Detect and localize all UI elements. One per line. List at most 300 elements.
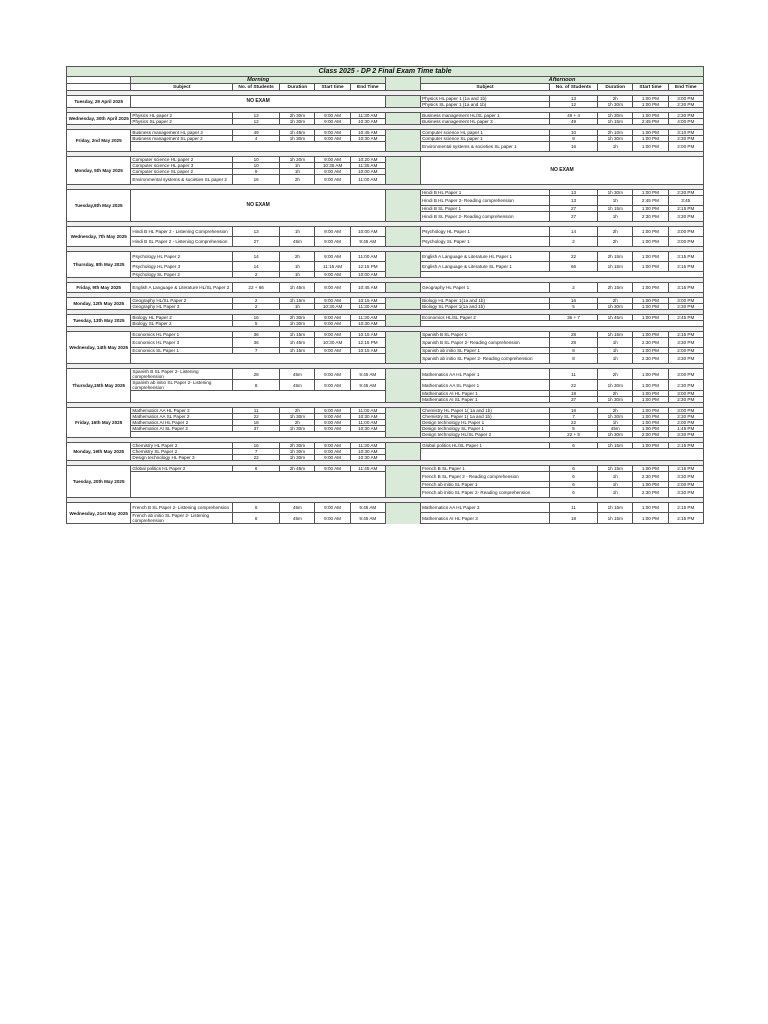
morning-subject: Chemistry SL Paper 2 — [131, 449, 233, 455]
afternoon-duration: 1h 15m — [598, 332, 633, 338]
afternoon-students: 8 — [549, 348, 597, 354]
session-divider — [385, 227, 420, 247]
afternoon-end: 3:00 PM — [668, 369, 703, 380]
afternoon-end: 2:00 PM — [668, 420, 703, 426]
morning-students: 22 — [233, 455, 280, 461]
afternoon-end: 2:30 PM — [668, 304, 703, 310]
morning-end: 10:30 AM — [350, 426, 385, 432]
morning-end: 11:00 AM — [350, 408, 385, 414]
morning-start: 9:00 AM — [315, 408, 350, 414]
header-afternoon-start: Start time — [633, 84, 668, 91]
afternoon-end: 2:30 PM — [668, 113, 703, 119]
exam-date: Wednesday, 14th May 2025 — [67, 332, 131, 364]
morning-duration: 1h 45m — [280, 130, 315, 136]
afternoon-subject: Computer science SL paper 1 — [421, 136, 550, 142]
morning-end: 10:45 AM — [350, 283, 385, 293]
morning-subject: Environmental systems & societies SL paper 2 — [131, 175, 233, 185]
afternoon-students: 18 — [549, 513, 597, 524]
afternoon-end: 3:00 PM — [668, 227, 703, 237]
morning-end: 10:20 AM — [350, 157, 385, 163]
morning-subject: Economics SL Paper 1 — [131, 348, 233, 354]
morning-students: 7 — [233, 449, 280, 455]
afternoon-end: 1:45 PM — [668, 426, 703, 432]
afternoon-subject: Environmental systems & societies SL paper 1 — [421, 142, 550, 152]
morning-end: 9:45 AM — [350, 369, 385, 380]
morning-empty — [131, 391, 386, 403]
morning-start: 9:00 AM — [315, 449, 350, 455]
afternoon-students: 8 — [549, 354, 597, 364]
afternoon-end: 3:10 PM — [668, 130, 703, 136]
afternoon-end: 2:00 PM — [668, 142, 703, 152]
morning-subject: Geography HL Paper 3 — [131, 304, 233, 310]
afternoon-subject: French B SL Paper 2 - Reading comprehension — [421, 472, 550, 482]
session-divider — [385, 96, 420, 108]
afternoon-end: 2:15 PM — [668, 466, 703, 472]
afternoon-end: 3:00 PM — [668, 237, 703, 247]
afternoon-duration: 1h 15m — [598, 119, 633, 125]
afternoon-students: 49 + 4 — [549, 113, 597, 119]
afternoon-end: 3:15 PM — [668, 283, 703, 293]
afternoon-students: 13 — [549, 96, 597, 102]
afternoon-students: 13 — [549, 196, 597, 206]
afternoon-subject: Hindi B HL Paper 2- Reading comprehension — [421, 196, 550, 206]
afternoon-end: 3:45 — [668, 196, 703, 206]
afternoon-students: 16 — [549, 142, 597, 152]
session-divider — [385, 77, 420, 84]
session-divider — [385, 283, 420, 293]
afternoon-end: 2:15 PM — [668, 443, 703, 449]
morning-end: 11:00 AM — [350, 175, 385, 185]
morning-duration: 1h 30m — [280, 449, 315, 455]
afternoon-end: 2:15 PM — [668, 262, 703, 272]
afternoon-subject: Design technology SL Paper 1 — [421, 426, 550, 432]
morning-subject: French ab initio SL Paper 2- Listening comprehension — [131, 513, 233, 524]
morning-duration: 1h — [280, 163, 315, 169]
exam-date: Wednesday, 7th May 2025 — [67, 227, 131, 247]
afternoon-start: 1:00 PM — [633, 304, 668, 310]
afternoon-end: 3:00 PM — [668, 96, 703, 102]
afternoon-students: 37 — [549, 397, 597, 403]
morning-duration: 2h 30m — [280, 315, 315, 321]
afternoon-subject: Chemistry SL Paper 1( 1a and 1b) — [421, 414, 550, 420]
afternoon-end: 2:30 PM — [668, 397, 703, 403]
afternoon-end: 2:30 PM — [668, 380, 703, 391]
morning-students: 5 — [233, 321, 280, 327]
afternoon-students: 14 — [549, 227, 597, 237]
afternoon-students: 9 — [549, 136, 597, 142]
afternoon-duration: 1h — [598, 472, 633, 482]
afternoon-students: 27 — [549, 212, 597, 222]
morning-start: 9:00 AM — [315, 119, 350, 125]
exam-date: Tuesday,6th May 2025 — [67, 190, 131, 222]
afternoon-subject: English A Language & Literature SL Paper 1 — [421, 262, 550, 272]
afternoon-start: 1:00 PM — [633, 130, 668, 136]
afternoon-duration: 1h 15m — [598, 206, 633, 212]
afternoon-start: 1:00 PM — [633, 414, 668, 420]
morning-empty — [131, 354, 386, 364]
session-divider — [385, 503, 420, 524]
morning-start: 11:15 AM — [315, 262, 350, 272]
afternoon-subject: Physics HL paper 1 (1a and 1b) — [421, 96, 550, 102]
exam-row — [67, 227, 704, 237]
morning-subject: Biology HL Paper 2 — [131, 315, 233, 321]
morning-duration: 1h — [280, 169, 315, 175]
afternoon-subject: Physics SL paper 1 (1a and 1b) — [421, 102, 550, 108]
afternoon-start: 1:00 PM — [633, 420, 668, 426]
afternoon-students: 11 — [549, 369, 597, 380]
afternoon-duration: 1h — [598, 482, 633, 488]
afternoon-subject: Design technology HL Paper 1 — [421, 420, 550, 426]
morning-duration: 2h — [280, 408, 315, 414]
afternoon-end: 3:00 PM — [668, 408, 703, 414]
afternoon-end: 3:30 PM — [668, 354, 703, 364]
afternoon-duration: 1h 15m — [598, 443, 633, 449]
afternoon-subject: Spanish ab initio SL Paper 1 — [421, 348, 550, 354]
morning-start: 9:00 AM — [315, 348, 350, 354]
session-divider — [385, 157, 420, 185]
morning-end: 12:15 PM — [350, 262, 385, 272]
morning-empty — [131, 472, 386, 498]
morning-end: 11:30 AM — [350, 443, 385, 449]
morning-duration: 1h 30m — [280, 414, 315, 420]
morning-students: 4 — [233, 136, 280, 142]
afternoon-students: 16 — [549, 298, 597, 304]
afternoon-students: 16 — [549, 408, 597, 414]
afternoon-subject: Spanish B SL Paper 2- Reading comprehension — [421, 338, 550, 348]
morning-start: 10:30 AM — [315, 304, 350, 310]
morning-start: 9:00 AM — [315, 426, 350, 432]
afternoon-students: 22 + 5 — [549, 432, 597, 438]
afternoon-end: 2:15 PM — [668, 503, 703, 513]
morning-empty — [131, 142, 386, 152]
morning-no-exam: NO EXAM — [131, 96, 386, 108]
morning-duration: 1h — [280, 272, 315, 278]
morning-subject: Economics HL Paper 3 — [131, 338, 233, 348]
morning-subject: Biology SL Paper 2 — [131, 321, 233, 327]
exam-row — [67, 472, 704, 482]
morning-students: 7 — [233, 348, 280, 354]
exam-row — [67, 354, 704, 364]
morning-end: 11:00 AM — [350, 420, 385, 426]
morning-students: 49 — [233, 130, 280, 136]
afternoon-students: 13 — [549, 190, 597, 196]
morning-start: 9:00 AM — [315, 513, 350, 524]
afternoon-duration: 1h 15m — [598, 503, 633, 513]
afternoon-duration: 1h — [598, 348, 633, 354]
morning-end: 10:15 AM — [350, 298, 385, 304]
afternoon-duration: 1h 15m — [598, 513, 633, 524]
session-row — [67, 77, 704, 84]
morning-start: 9:00 AM — [315, 169, 350, 175]
afternoon-start: 1:00 PM — [633, 252, 668, 262]
morning-end: 11:00 AM — [350, 252, 385, 262]
morning-end: 9:45 AM — [350, 503, 385, 513]
afternoon-start: 1:00 PM — [633, 96, 668, 102]
morning-duration: 2h 30m — [280, 443, 315, 449]
morning-students: 2 — [233, 272, 280, 278]
exam-date: Monday, 5th May 2025 — [67, 157, 131, 185]
morning-students: 8 — [233, 380, 280, 391]
session-divider — [385, 113, 420, 125]
morning-duration: 2h — [280, 175, 315, 185]
morning-start: 10:35 AM — [315, 163, 350, 169]
afternoon-start: 1:00 PM — [633, 348, 668, 354]
header-morning-students: No. of Students — [233, 84, 280, 91]
afternoon-end: 2:15 PM — [668, 332, 703, 338]
morning-subject: Psychology HL Paper 3 — [131, 262, 233, 272]
morning-students: 6 — [233, 466, 280, 472]
morning-end: 10:30 AM — [350, 136, 385, 142]
afternoon-start: 1:00 PM — [633, 513, 668, 524]
afternoon-end: 2:00 PM — [668, 482, 703, 488]
morning-start: 9:00 AM — [315, 315, 350, 321]
morning-students: 14 — [233, 252, 280, 262]
header-row — [67, 84, 704, 91]
afternoon-end: 3:00 PM — [668, 298, 703, 304]
afternoon-empty — [421, 449, 704, 461]
exam-row — [67, 262, 704, 272]
morning-start: 9:00 AM — [315, 414, 350, 420]
exam-date: Thursday, 8th May 2025 — [67, 252, 131, 278]
session-divider — [385, 332, 420, 364]
morning-subject: Mathematics AI HL Paper 2 — [131, 420, 233, 426]
morning-subject: Chemistry HL Paper 2 — [131, 443, 233, 449]
morning-end: 10:00 AM — [350, 169, 385, 175]
afternoon-start: 1:00 PM — [633, 136, 668, 142]
afternoon-start: 1:00 PM — [633, 426, 668, 432]
header-afternoon-duration: Duration — [598, 84, 633, 91]
morning-duration: 45m — [280, 503, 315, 513]
afternoon-students: 36 + 7 — [549, 315, 597, 321]
morning-start: 9:00 AM — [315, 237, 350, 247]
morning-duration: 1h 45m — [280, 283, 315, 293]
afternoon-duration: 2h — [598, 391, 633, 397]
morning-students: 22 — [233, 414, 280, 420]
afternoon-start: 1:00 PM — [633, 190, 668, 196]
morning-students: 12 — [233, 119, 280, 125]
afternoon-subject: French B SL Paper 1 — [421, 466, 550, 472]
morning-students: 10 — [233, 157, 280, 163]
morning-start: 9:00 AM — [315, 443, 350, 449]
afternoon-students: 6 — [549, 482, 597, 488]
afternoon-students: 28 — [549, 332, 597, 338]
morning-duration: 45m — [280, 369, 315, 380]
morning-students: 6 — [233, 513, 280, 524]
afternoon-end: 2:00 PM — [668, 348, 703, 354]
morning-no-exam: NO EXAM — [131, 190, 386, 222]
afternoon-subject: English A Language & Literature HL Paper 1 — [421, 252, 550, 262]
afternoon-students: 2 — [549, 237, 597, 247]
morning-duration: 45m — [280, 513, 315, 524]
afternoon-students: 6 — [549, 466, 597, 472]
afternoon-start: 1:00 PM — [633, 369, 668, 380]
afternoon-end: 3:30 PM — [668, 338, 703, 348]
afternoon-start: 2:30 PM — [633, 338, 668, 348]
afternoon-start: 1:00 PM — [633, 408, 668, 414]
morning-start: 9:00 AM — [315, 227, 350, 237]
afternoon-end: 3:15 PM — [668, 252, 703, 262]
afternoon-start: 1:00 PM — [633, 482, 668, 488]
morning-start: 9:00 AM — [315, 332, 350, 338]
afternoon-duration: 1h 30m — [598, 102, 633, 108]
morning-duration: 1h 30m — [280, 136, 315, 142]
morning-subject: Economics HL Paper 1 — [131, 332, 233, 338]
afternoon-duration: 45m — [598, 426, 633, 432]
afternoon-students: 12 — [549, 102, 597, 108]
morning-start: 9:00 AM — [315, 283, 350, 293]
afternoon-students: 6 — [549, 472, 597, 482]
morning-start: 9:00 AM — [315, 380, 350, 391]
afternoon-duration: 2h — [598, 298, 633, 304]
exam-date: Thursday,15th May 2025 — [67, 369, 131, 403]
morning-start: 9:00 AM — [315, 175, 350, 185]
exam-row — [67, 380, 704, 391]
morning-students: 27 — [233, 237, 280, 247]
afternoon-subject: Psychology SL Paper 1 — [421, 237, 550, 247]
exam-date: Tuesday, 13th May 2025 — [67, 315, 131, 327]
session-divider — [385, 443, 420, 461]
afternoon-end: 2:15 PM — [668, 513, 703, 524]
afternoon-end: 4:00 PM — [668, 119, 703, 125]
afternoon-subject: Mathematics AA HL Paper 1 — [421, 369, 550, 380]
afternoon-subject: Mathematics AI HL Paper 3 — [421, 513, 550, 524]
afternoon-start: 1:00 PM — [633, 206, 668, 212]
afternoon-subject: Global politics HL/SL Paper 1 — [421, 443, 550, 449]
morning-start: 9:00 AM — [315, 503, 350, 513]
morning-subject: Computer science HL paper 3 — [131, 163, 233, 169]
afternoon-subject: Hindi B HL Paper 1 — [421, 190, 550, 196]
afternoon-start: 2:00 PM — [633, 432, 668, 438]
morning-end: 9:45 AM — [350, 513, 385, 524]
afternoon-students: 66 — [549, 262, 597, 272]
exam-row — [67, 252, 704, 262]
morning-start: 9:00 AM — [315, 298, 350, 304]
morning-subject: Psychology HL Paper 2 — [131, 252, 233, 262]
afternoon-start: 2:30 PM — [633, 212, 668, 222]
morning-duration: 1h 45m — [280, 338, 315, 348]
morning-duration: 1h — [280, 304, 315, 310]
morning-subject: English A Language & Literature HL/SL Paper 2 — [131, 283, 233, 293]
afternoon-subject: Hindi B SL Paper 2- Reading comprehension — [421, 212, 550, 222]
exam-date: Monday, 12th May 2025 — [67, 298, 131, 310]
exam-row — [67, 190, 704, 196]
morning-subject: Physics HL paper 2 — [131, 113, 233, 119]
afternoon-start: 1:00 PM — [633, 380, 668, 391]
afternoon-students: 5 — [549, 426, 597, 432]
afternoon-subject: French ab initio SL Paper 2- Reading comprehension — [421, 488, 550, 498]
morning-students: 10 — [233, 163, 280, 169]
exam-date: Friday, 2nd May 2025 — [67, 130, 131, 152]
morning-students: 36 — [233, 332, 280, 338]
afternoon-subject: Geography HL Paper 1 — [421, 283, 550, 293]
afternoon-start: 1:00 PM — [633, 391, 668, 397]
afternoon-duration: 1h 30m — [598, 432, 633, 438]
session-spacer — [67, 77, 131, 84]
morning-subject: Psychology SL Paper 2 — [131, 272, 233, 278]
header-morning-start: Start time — [315, 84, 350, 91]
afternoon-subject: Biology SL Paper 1(1a and 1b) — [421, 304, 550, 310]
morning-start: 9:00 AM — [315, 420, 350, 426]
morning-start: 9:00 AM — [315, 455, 350, 461]
exam-date: Wednesday, 21st May 2025 — [67, 503, 131, 524]
morning-subject: Physics SL paper 2 — [131, 119, 233, 125]
morning-end: 11:30 AM — [350, 315, 385, 321]
morning-end: 10:30 AM — [350, 321, 385, 327]
morning-students: 2 — [233, 298, 280, 304]
header-date-spacer — [67, 84, 131, 91]
morning-students: 16 — [233, 315, 280, 321]
morning-end: 10:00 AM — [350, 227, 385, 237]
morning-end: 12:15 PM — [350, 338, 385, 348]
afternoon-start: 2:45 PM — [633, 196, 668, 206]
afternoon-end: 2:45 PM — [668, 315, 703, 321]
morning-start: 9:00 AM — [315, 466, 350, 472]
afternoon-no-exam: NO EXAM — [421, 157, 704, 185]
afternoon-end: 2:30 PM — [668, 414, 703, 420]
afternoon-start: 1:00 PM — [633, 315, 668, 321]
afternoon-duration: 1h — [598, 196, 633, 206]
afternoon-end: 3:30 PM — [668, 212, 703, 222]
morning-end: 10:15 AM — [350, 332, 385, 338]
exam-row — [67, 513, 704, 524]
header-morning-end: End Time — [350, 84, 385, 91]
morning-duration: 2h 45m — [280, 466, 315, 472]
afternoon-start: 1:00 PM — [633, 113, 668, 119]
morning-end: 10:45 AM — [350, 130, 385, 136]
morning-students: 28 — [233, 369, 280, 380]
afternoon-students: 7 — [549, 414, 597, 420]
afternoon-end: 3:30 PM — [668, 488, 703, 498]
afternoon-duration: 2h — [598, 96, 633, 102]
afternoon-start: 1:00 PM — [633, 397, 668, 403]
afternoon-duration: 1h — [598, 142, 633, 152]
afternoon-end: 2:30 PM — [668, 102, 703, 108]
morning-duration: 1h 15m — [280, 332, 315, 338]
afternoon-subject: Computer science HL paper 1 — [421, 130, 550, 136]
morning-start: 9:00 AM — [315, 113, 350, 119]
session-afternoon-label: Afternoon — [421, 77, 704, 84]
header-afternoon-end: End Time — [668, 84, 703, 91]
morning-subject: Business management HL paper 2 — [131, 130, 233, 136]
morning-end: 10:30 AM — [350, 449, 385, 455]
morning-students: 14 — [233, 262, 280, 272]
afternoon-duration: 2h — [598, 369, 633, 380]
afternoon-start: 1:00 PM — [633, 283, 668, 293]
afternoon-duration: 2h — [598, 408, 633, 414]
afternoon-start: 1:00 PM — [633, 466, 668, 472]
morning-subject: Computer science HL paper 2 — [131, 157, 233, 163]
morning-end: 11:30 AM — [350, 304, 385, 310]
afternoon-duration: 1h 30m — [598, 380, 633, 391]
morning-students: 11 — [233, 408, 280, 414]
morning-end: 10:00 AM — [350, 272, 385, 278]
afternoon-duration: 1h 15m — [598, 466, 633, 472]
afternoon-students: 27 — [549, 206, 597, 212]
morning-start: 9:00 AM — [315, 369, 350, 380]
session-divider — [385, 369, 420, 403]
morning-start: 9:00 AM — [315, 321, 350, 327]
afternoon-duration: 1h — [598, 338, 633, 348]
morning-subject: Mathematics AA SL Paper 2 — [131, 414, 233, 420]
morning-duration: 1h 15m — [280, 298, 315, 304]
morning-subject: Hindi B SL Paper 2 - Listening Comprehension — [131, 237, 233, 247]
afternoon-start: 2:30 PM — [633, 488, 668, 498]
morning-subject: Spanish B SL Paper 2- Listening comprehension — [131, 369, 233, 380]
exam-date: Monday, 19th May 2025 — [67, 443, 131, 461]
afternoon-students: 49 — [549, 119, 597, 125]
exam-row — [67, 369, 704, 380]
afternoon-duration: 1h — [598, 420, 633, 426]
